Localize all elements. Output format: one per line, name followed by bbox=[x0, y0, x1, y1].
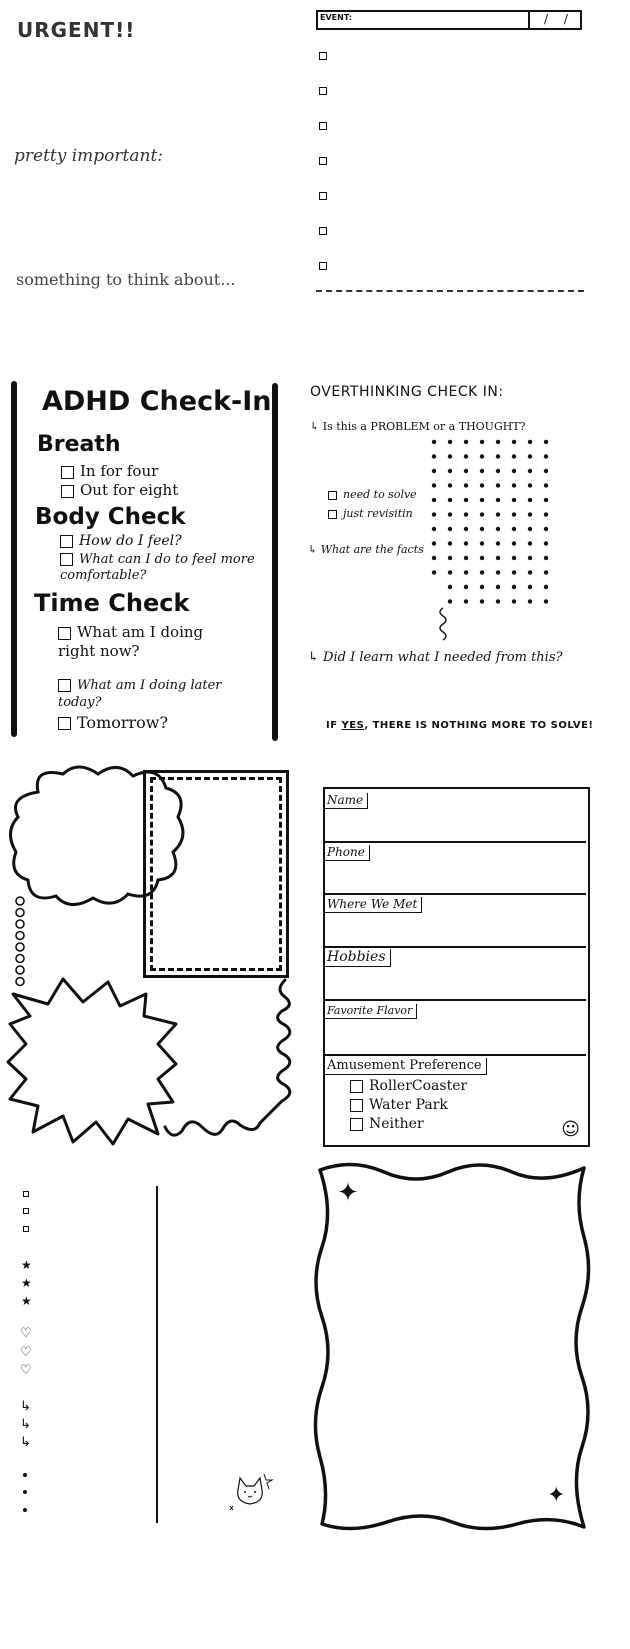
grid-dot bbox=[528, 469, 532, 473]
grid-dot bbox=[528, 498, 532, 502]
square-bullet-icon bbox=[23, 1208, 29, 1214]
grid-dot bbox=[512, 556, 516, 560]
form-field-where-we-met[interactable]: Where We Met bbox=[325, 893, 586, 948]
grid-dot bbox=[480, 585, 484, 589]
chain-circle bbox=[16, 966, 24, 974]
amusement-checkbox[interactable] bbox=[350, 1099, 363, 1112]
star-icon: ★ bbox=[21, 1258, 32, 1272]
arrow-icon: ↳ bbox=[308, 650, 324, 665]
chain-circle bbox=[16, 909, 24, 917]
overthinking-option: just revisitin bbox=[328, 507, 413, 520]
body-checkbox[interactable] bbox=[60, 553, 73, 566]
event-checkbox[interactable] bbox=[319, 262, 327, 270]
adhd-right-border bbox=[272, 383, 278, 741]
grid-dot bbox=[448, 483, 452, 487]
grid-dot bbox=[448, 527, 452, 531]
grid-dot bbox=[464, 454, 468, 458]
event-date: / / bbox=[544, 12, 574, 26]
grid-dot bbox=[512, 570, 516, 574]
grid-dot bbox=[464, 469, 468, 473]
grid-dot bbox=[544, 440, 548, 444]
body-check-heading: Body Check bbox=[35, 504, 186, 530]
grid-dot bbox=[448, 585, 452, 589]
grid-dot bbox=[448, 440, 452, 444]
event-checkbox[interactable] bbox=[319, 192, 327, 200]
grid-dot bbox=[480, 541, 484, 545]
burst-frame bbox=[8, 974, 178, 1146]
grid-dot bbox=[496, 570, 500, 574]
amusement-option: Water Park bbox=[350, 1097, 448, 1113]
time-checkbox[interactable] bbox=[58, 717, 71, 730]
time-checkbox[interactable] bbox=[58, 679, 71, 692]
event-checkbox[interactable] bbox=[319, 52, 327, 60]
grid-dot bbox=[496, 541, 500, 545]
time-item: What am I doing later today? bbox=[58, 678, 222, 710]
event-dashed-divider bbox=[316, 290, 584, 292]
grid-dot bbox=[448, 599, 452, 603]
grid-dot bbox=[480, 527, 484, 531]
form-field-hobbies[interactable]: Hobbies bbox=[325, 946, 586, 1001]
grid-dot bbox=[496, 469, 500, 473]
grid-dot bbox=[464, 440, 468, 444]
event-checkbox[interactable] bbox=[319, 122, 327, 130]
arrow-icon: ↳ bbox=[20, 1435, 31, 1450]
overthinking-title: OVERTHINKING CHECK IN: bbox=[310, 384, 504, 400]
overthinking-checkbox[interactable] bbox=[328, 510, 337, 519]
star-icon: ★ bbox=[21, 1294, 32, 1308]
breath-checkbox[interactable] bbox=[61, 466, 74, 479]
grid-dot bbox=[512, 599, 516, 603]
overthinking-checkbox[interactable] bbox=[328, 491, 337, 500]
adhd-title: ADHD Check-In bbox=[42, 386, 272, 417]
grid-dot bbox=[496, 483, 500, 487]
grid-dot bbox=[496, 556, 500, 560]
breath-item: Out for eight bbox=[61, 481, 178, 499]
grid-dot bbox=[528, 483, 532, 487]
heart-icon: ♡ bbox=[20, 1345, 32, 1360]
grid-dot bbox=[448, 454, 452, 458]
grid-dot bbox=[448, 469, 452, 473]
grid-dot bbox=[480, 570, 484, 574]
event-date-cell bbox=[528, 12, 580, 28]
dot-bullet-icon bbox=[23, 1508, 27, 1512]
grid-dot bbox=[464, 541, 468, 545]
grid-dot bbox=[448, 512, 452, 516]
grid-dot bbox=[496, 440, 500, 444]
grid-dot bbox=[432, 483, 436, 487]
grid-dot bbox=[512, 527, 516, 531]
pretty-important-label: pretty important: bbox=[14, 146, 164, 166]
grid-dot bbox=[480, 498, 484, 502]
chain-circle bbox=[16, 955, 24, 963]
cat-icon bbox=[228, 1468, 273, 1518]
vine-doodle bbox=[160, 975, 300, 1145]
grid-dot bbox=[480, 454, 484, 458]
grid-dot bbox=[528, 585, 532, 589]
overthinking-q2: ↳ What are the facts bbox=[308, 543, 424, 556]
wavy-frame bbox=[312, 1162, 594, 1534]
smiley-icon: ☺ bbox=[561, 1119, 580, 1140]
body-item: What can I do to feel more comfortable? bbox=[60, 552, 255, 583]
grid-dot bbox=[512, 512, 516, 516]
dot-bullet-icon bbox=[23, 1490, 27, 1494]
grid-dot bbox=[544, 527, 548, 531]
time-check-heading: Time Check bbox=[34, 589, 190, 617]
grid-dot bbox=[480, 469, 484, 473]
heart-icon: ♡ bbox=[20, 1363, 32, 1378]
grid-dot bbox=[512, 454, 516, 458]
dashed-frame bbox=[143, 770, 289, 978]
grid-dot bbox=[544, 469, 548, 473]
overthinking-footer: IF YES, THERE IS NOTHING MORE TO SOLVE! bbox=[326, 720, 594, 731]
grid-dot bbox=[512, 541, 516, 545]
grid-dot bbox=[528, 541, 532, 545]
grid-dot bbox=[496, 585, 500, 589]
grid-dot bbox=[432, 498, 436, 502]
grid-dot bbox=[448, 556, 452, 560]
arrow-icon: ↳ bbox=[310, 420, 323, 433]
grid-dot bbox=[496, 498, 500, 502]
breath-item: In for four bbox=[61, 462, 158, 480]
amusement-option: RollerCoaster bbox=[350, 1078, 467, 1094]
grid-dot bbox=[496, 599, 500, 603]
grid-dot bbox=[464, 556, 468, 560]
dot-grid bbox=[430, 438, 555, 608]
breath-checkbox[interactable] bbox=[61, 485, 74, 498]
grid-dot bbox=[448, 498, 452, 502]
grid-dot bbox=[512, 483, 516, 487]
grid-dot bbox=[528, 570, 532, 574]
adhd-left-border bbox=[11, 381, 17, 737]
time-item: Tomorrow? bbox=[58, 713, 168, 732]
grid-dot bbox=[432, 512, 436, 516]
grid-dot bbox=[512, 440, 516, 444]
grid-dot bbox=[448, 541, 452, 545]
grid-dot bbox=[544, 512, 548, 516]
something-to-think-label: something to think about... bbox=[16, 270, 236, 289]
grid-dot bbox=[432, 570, 436, 574]
grid-dot bbox=[496, 454, 500, 458]
grid-dot bbox=[496, 512, 500, 516]
grid-dot bbox=[528, 440, 532, 444]
grid-dot bbox=[464, 599, 468, 603]
event-header-box bbox=[316, 10, 582, 30]
dot-bullet-icon bbox=[23, 1473, 27, 1477]
chain-circle bbox=[16, 943, 24, 951]
grid-dot bbox=[464, 512, 468, 516]
grid-dot bbox=[480, 599, 484, 603]
event-label: EVENT: bbox=[320, 13, 353, 22]
breath-heading: Breath bbox=[37, 432, 121, 457]
grid-dot bbox=[544, 556, 548, 560]
grid-dot bbox=[496, 527, 500, 531]
grid-dot bbox=[528, 556, 532, 560]
squiggle-icon bbox=[436, 608, 450, 640]
star-icon: ★ bbox=[21, 1276, 32, 1290]
grid-dot bbox=[512, 469, 516, 473]
grid-dot bbox=[448, 570, 452, 574]
overthinking-q1: ↳ Is this a PROBLEM or a THOUGHT? bbox=[310, 420, 526, 433]
arrow-icon: ↳ bbox=[20, 1417, 31, 1432]
grid-dot bbox=[432, 541, 436, 545]
amusement-option: Neither bbox=[350, 1116, 424, 1132]
grid-dot bbox=[464, 498, 468, 502]
grid-dot bbox=[432, 556, 436, 560]
grid-dot bbox=[432, 440, 436, 444]
form-field-amusement: Amusement Preference RollerCoaster Water Park Neither ☺ bbox=[327, 1058, 580, 1140]
form-field-name[interactable]: Name bbox=[325, 789, 586, 843]
event-checkbox[interactable] bbox=[319, 87, 327, 95]
grid-dot bbox=[432, 469, 436, 473]
body-checkbox[interactable] bbox=[60, 535, 73, 548]
arrow-icon: ↳ bbox=[20, 1399, 31, 1414]
grid-dot bbox=[528, 454, 532, 458]
grid-dot bbox=[528, 599, 532, 603]
chain-circle bbox=[16, 932, 24, 940]
heart-icon: ♡ bbox=[20, 1326, 32, 1341]
grid-dot bbox=[544, 483, 548, 487]
amusement-checkbox[interactable] bbox=[350, 1080, 363, 1093]
overthinking-option: need to solve bbox=[328, 488, 417, 501]
form-field-favorite-flavor[interactable]: Favorite Flavor bbox=[325, 999, 586, 1056]
grid-dot bbox=[480, 556, 484, 560]
event-checkbox[interactable] bbox=[319, 227, 327, 235]
grid-dot bbox=[528, 527, 532, 531]
grid-dot bbox=[512, 585, 516, 589]
grid-dot bbox=[544, 541, 548, 545]
chain-circle bbox=[16, 897, 24, 905]
form-field-phone[interactable]: Phone bbox=[325, 841, 586, 895]
sparkle-icon: ✦ bbox=[337, 1178, 359, 1208]
grid-dot bbox=[544, 585, 548, 589]
chain-circle bbox=[16, 920, 24, 928]
amusement-checkbox[interactable] bbox=[350, 1118, 363, 1131]
time-item: What am I doing right now? bbox=[58, 623, 204, 660]
grid-dot bbox=[480, 512, 484, 516]
event-checkbox[interactable] bbox=[319, 157, 327, 165]
grid-dot bbox=[432, 527, 436, 531]
grid-dot bbox=[464, 570, 468, 574]
time-checkbox[interactable] bbox=[58, 627, 71, 640]
grid-dot bbox=[512, 498, 516, 502]
square-bullet-icon bbox=[23, 1226, 29, 1232]
arrow-icon: ↳ bbox=[308, 543, 321, 556]
grid-dot bbox=[480, 483, 484, 487]
grid-dot bbox=[464, 585, 468, 589]
grid-dot bbox=[544, 599, 548, 603]
grid-dot bbox=[464, 483, 468, 487]
body-item: How do I feel? bbox=[60, 533, 182, 549]
urgent-title: URGENT!! bbox=[17, 18, 136, 42]
grid-dot bbox=[544, 454, 548, 458]
grid-dot bbox=[464, 527, 468, 531]
grid-dot bbox=[480, 440, 484, 444]
grid-dot bbox=[544, 498, 548, 502]
square-bullet-icon bbox=[23, 1191, 29, 1197]
grid-dot bbox=[528, 512, 532, 516]
sparkle-icon: ✦ bbox=[547, 1483, 566, 1508]
grid-dot bbox=[544, 570, 548, 574]
vertical-divider bbox=[156, 1186, 158, 1523]
overthinking-q3: ↳ Did I learn what I needed from this? bbox=[308, 650, 563, 665]
grid-dot bbox=[432, 454, 436, 458]
